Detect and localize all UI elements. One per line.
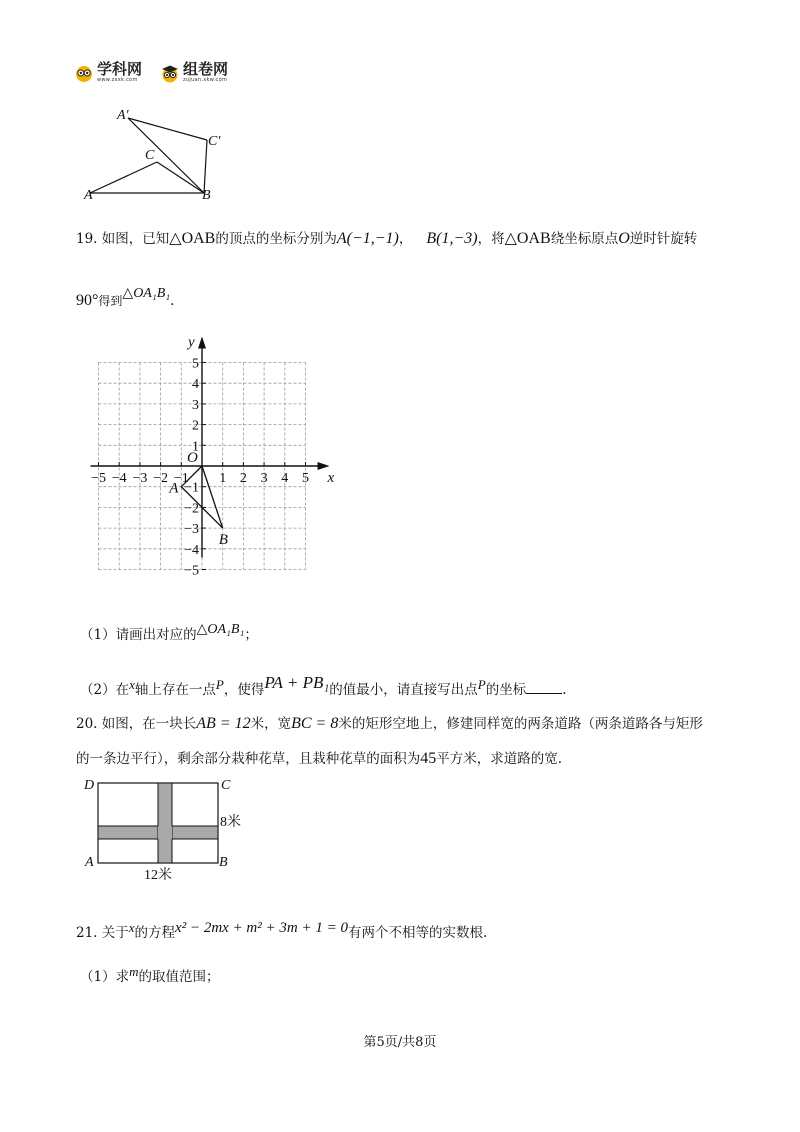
q20-l1b: 米，宽 xyxy=(250,716,292,732)
q20-l1c: 米的矩形空地上，修建同样宽的两条道路（两条道路各与矩形 xyxy=(338,716,703,732)
q21-sub1-a: （1）求 xyxy=(80,969,130,985)
q21-line1 xyxy=(76,920,488,942)
y-tick-label: −1 xyxy=(184,480,199,496)
q21-c: 有两个不相等的实数根. xyxy=(347,925,488,941)
q19-sub2-b: 轴上存在一点 xyxy=(134,682,216,698)
owl-icon xyxy=(74,63,94,83)
label-C-prime: C′ xyxy=(208,134,221,149)
logo1-url: www.zxxk.com xyxy=(97,77,138,83)
q19-line1 xyxy=(76,230,697,248)
q19-sub2-e: 的坐标 xyxy=(485,682,527,698)
q19-comma: ， xyxy=(398,231,413,247)
owl-cap-icon xyxy=(160,63,180,83)
q19-tri3: △OA₁B₁ xyxy=(122,286,171,301)
x-tick-label: 2 xyxy=(239,471,247,486)
q20-AB: AB = 12 xyxy=(196,715,251,732)
q19-number: 19. 如图，已知 xyxy=(76,231,170,247)
q19-sub2-P: P xyxy=(215,677,224,692)
q19-sub2-end: . xyxy=(562,682,567,698)
q19-tri2: △OAB xyxy=(504,230,551,247)
q19-sub2-x: x xyxy=(129,677,135,692)
q19-sub2-P2: P xyxy=(477,677,486,692)
page-footer: 第5页/共8页 xyxy=(363,1035,437,1050)
segment-CB xyxy=(157,162,204,193)
origin-label: O xyxy=(187,450,198,466)
road-rectangle-figure xyxy=(82,775,252,885)
y-tick-label: 1 xyxy=(192,439,199,455)
y-axis-arrow xyxy=(198,337,206,349)
logo1-name: 学科网 xyxy=(97,60,143,78)
label-C: C xyxy=(145,148,155,163)
x-tick-label: 3 xyxy=(260,471,268,486)
q21-b: 的方程 xyxy=(134,925,176,941)
height-label: 8米 xyxy=(220,815,241,830)
logo-xuekewang xyxy=(74,62,142,83)
q21-x: x xyxy=(128,920,135,935)
top-triangle-figure xyxy=(80,105,230,205)
q19-sub2-expr: PA + PB₁ xyxy=(264,673,330,692)
q19-sub1 xyxy=(80,622,258,645)
y-tick-label: −2 xyxy=(184,501,199,517)
vertical-road xyxy=(158,783,172,863)
q19-t5: 得到 xyxy=(98,294,123,308)
y-tick-label: 4 xyxy=(192,377,199,393)
q19-sub2-d: 的值最小，请直接写出点 xyxy=(329,682,478,698)
q20-l1a: 20. 如图，在一块长 xyxy=(76,716,197,732)
q19-t4: 逆时针旋转 xyxy=(629,231,698,247)
label-B: B xyxy=(219,855,228,870)
q20-l2a: 的一条边平行），剩余部分栽种花草，且栽种花草的面积为 xyxy=(76,751,421,767)
q19-sub2-a: （2）在 xyxy=(80,682,130,698)
q21-a: 21. 关于 xyxy=(76,925,129,941)
y-tick-label: 5 xyxy=(192,356,199,372)
q21-sub1-m: m xyxy=(129,964,139,979)
answer-blank[interactable] xyxy=(526,681,562,694)
q19-t2: ，将 xyxy=(477,231,505,247)
q19-sub1-text: （1）请画出对应的 xyxy=(80,627,197,643)
q19-t3: 绕坐标原点 xyxy=(550,231,619,247)
segment-C1B xyxy=(204,140,207,193)
y-axis-label: y xyxy=(188,334,195,351)
q21-equation: x² − 2mx + m² + 3m + 1 = 0 xyxy=(175,920,348,936)
x-axis-label: x xyxy=(327,470,335,486)
x-tick-label: 4 xyxy=(281,471,289,486)
q19-O: O xyxy=(618,230,630,247)
x-tick-label: −5 xyxy=(91,471,106,486)
logo2-name: 组卷网 xyxy=(183,60,229,78)
q19-pointA: A(−1,−1) xyxy=(336,230,399,247)
coordinate-grid xyxy=(80,330,340,595)
q19-sub2 xyxy=(80,673,567,699)
x-tick-label: 5 xyxy=(302,471,309,486)
q19-line2 xyxy=(76,286,175,311)
q21-sub1-b: 的取值范围； xyxy=(138,969,220,985)
point-B-label: B xyxy=(218,532,228,549)
x-tick-label: −2 xyxy=(153,471,169,486)
x-tick-label: −1 xyxy=(173,471,189,486)
segment-A1B xyxy=(128,118,204,193)
q19-sub1-end: ； xyxy=(244,627,258,643)
point-A-label: A xyxy=(169,480,179,497)
x-tick-label: −4 xyxy=(111,471,127,486)
label-B: B xyxy=(202,188,211,203)
q20-l2b: 平方米，求道路的宽. xyxy=(436,751,563,767)
q21-sub1 xyxy=(80,964,220,986)
y-tick-label: 2 xyxy=(192,418,199,434)
x-axis-arrow xyxy=(318,462,330,470)
y-tick-label: −5 xyxy=(184,563,199,579)
q19-sub2-c: ，使得 xyxy=(223,682,265,698)
q20-line1 xyxy=(76,715,703,733)
q19-sub1-tri: △OA₁B₁ xyxy=(196,622,245,637)
segment-AC xyxy=(90,162,157,193)
y-tick-label: 3 xyxy=(192,397,199,413)
x-tick-label: −3 xyxy=(132,471,148,486)
q19-angle: 90° xyxy=(76,292,99,309)
label-C: C xyxy=(221,778,231,793)
y-tick-label: −4 xyxy=(184,542,199,558)
q19-tri: △OAB xyxy=(169,230,216,247)
logo2-url: zujuan.xkw.com xyxy=(183,77,228,83)
x-tick-label: 1 xyxy=(219,471,227,486)
q19-t1: 的顶点的坐标分别为 xyxy=(215,231,337,247)
label-A: A xyxy=(85,855,94,870)
q20-area: 45 xyxy=(420,750,437,767)
q19-period: . xyxy=(170,293,175,309)
label-D: D xyxy=(84,778,95,793)
q20-line2 xyxy=(76,750,562,768)
label-A-prime: A′ xyxy=(117,108,129,123)
logo-zujuanwang xyxy=(160,62,228,83)
width-label: 12米 xyxy=(144,868,172,883)
y-tick-label: −3 xyxy=(184,522,199,538)
label-A: A xyxy=(84,188,93,203)
q19-pointB: B(1,−3) xyxy=(426,230,478,247)
q20-BC: BC = 8 xyxy=(291,715,339,732)
